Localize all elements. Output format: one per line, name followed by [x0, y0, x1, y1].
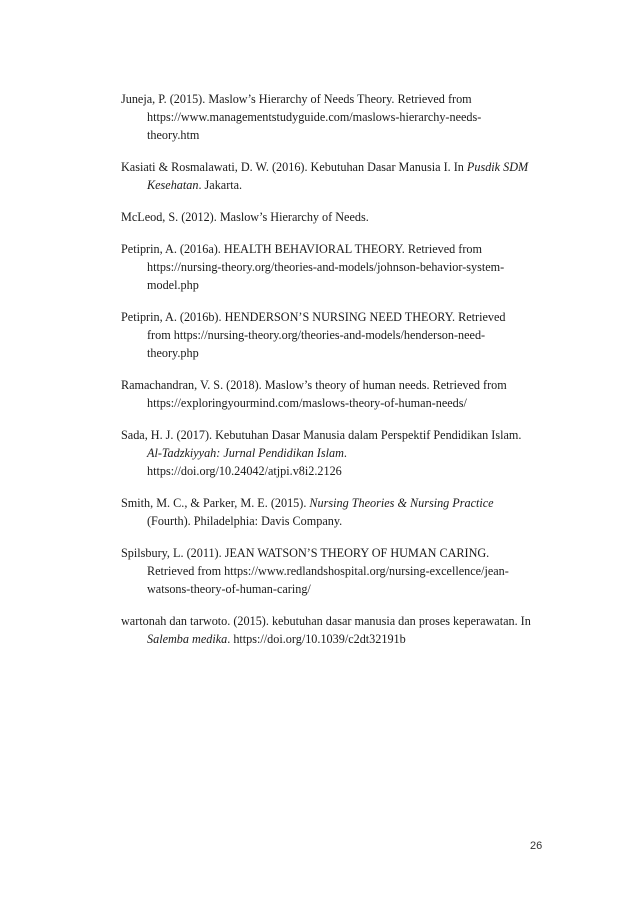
reference-entry [121, 208, 531, 226]
reference-text: . https://doi.org/10.1039/c2dt32191b [227, 632, 406, 646]
reference-text: Ramachandran, V. S. (2018). Maslow’s theory of human needs. Retrieved from https://exploringyourmind.com/maslows-theory-of-human-needs/ [121, 378, 507, 410]
reference-text: . Jakarta. [198, 178, 243, 192]
reference-entry [121, 544, 531, 598]
reference-text: (Fourth). Philadelphia: Davis Company. [147, 514, 343, 528]
reference-text: Petiprin, A. (2016a). HEALTH BEHAVIORAL THEORY. Retrieved from https://nursing-theory.org/theories-and-models/johnson-behavior-system-model.php [121, 242, 505, 292]
reference-italic-text: Al-Tadzkiyyah: Jurnal Pendidikan Islam [147, 446, 344, 460]
reference-entry [121, 426, 531, 480]
reference-text: Petiprin, A. (2016b). HENDERSON’S NURSING NEED THEORY. Retrieved from https://nursing-theory.org/theories-and-models/henderson-need-theory.php [121, 310, 506, 360]
reference-text: Kasiati & Rosmalawati, D. W. (2016). Kebutuhan Dasar Manusia I. In [121, 160, 467, 174]
reference-entry [121, 494, 531, 530]
reference-italic-text: Pusdik SDM Kesehatan [147, 160, 529, 192]
reference-text: . https://doi.org/10.24042/atjpi.v8i2.2126 [147, 446, 347, 478]
reference-text: wartonah dan tarwoto. (2015). kebutuhan dasar manusia dan proses keperawatan. In [121, 614, 531, 628]
reference-italic-text: Salemba medika [147, 632, 228, 646]
reference-italic-text: Nursing Theories & Nursing Practice [309, 496, 494, 510]
reference-entry [121, 376, 531, 412]
reference-entry [121, 240, 531, 294]
reference-text: Smith, M. C., & Parker, M. E. (2015). [121, 496, 310, 510]
reference-list [121, 90, 531, 662]
reference-text: Spilsbury, L. (2011). JEAN WATSON’S THEORY OF HUMAN CARING. Retrieved from https://www.redlandshospital.org/nursing-excellence/jean-watsons-theory-of-human-caring/ [121, 546, 509, 596]
reference-entry [121, 158, 531, 194]
reference-entry [121, 90, 531, 144]
reference-entry [121, 612, 531, 648]
page-number: 26 [530, 840, 543, 852]
reference-text: McLeod, S. (2012). Maslow’s Hierarchy of Needs. [121, 210, 369, 224]
reference-text: Sada, H. J. (2017). Kebutuhan Dasar Manusia dalam Perspektif Pendidikan Islam. [121, 428, 522, 442]
reference-entry [121, 308, 531, 362]
reference-text: Juneja, P. (2015). Maslow’s Hierarchy of Needs Theory. Retrieved from https://www.managementstudyguide.com/maslows-hierarchy-needs-theory.htm [121, 92, 482, 142]
